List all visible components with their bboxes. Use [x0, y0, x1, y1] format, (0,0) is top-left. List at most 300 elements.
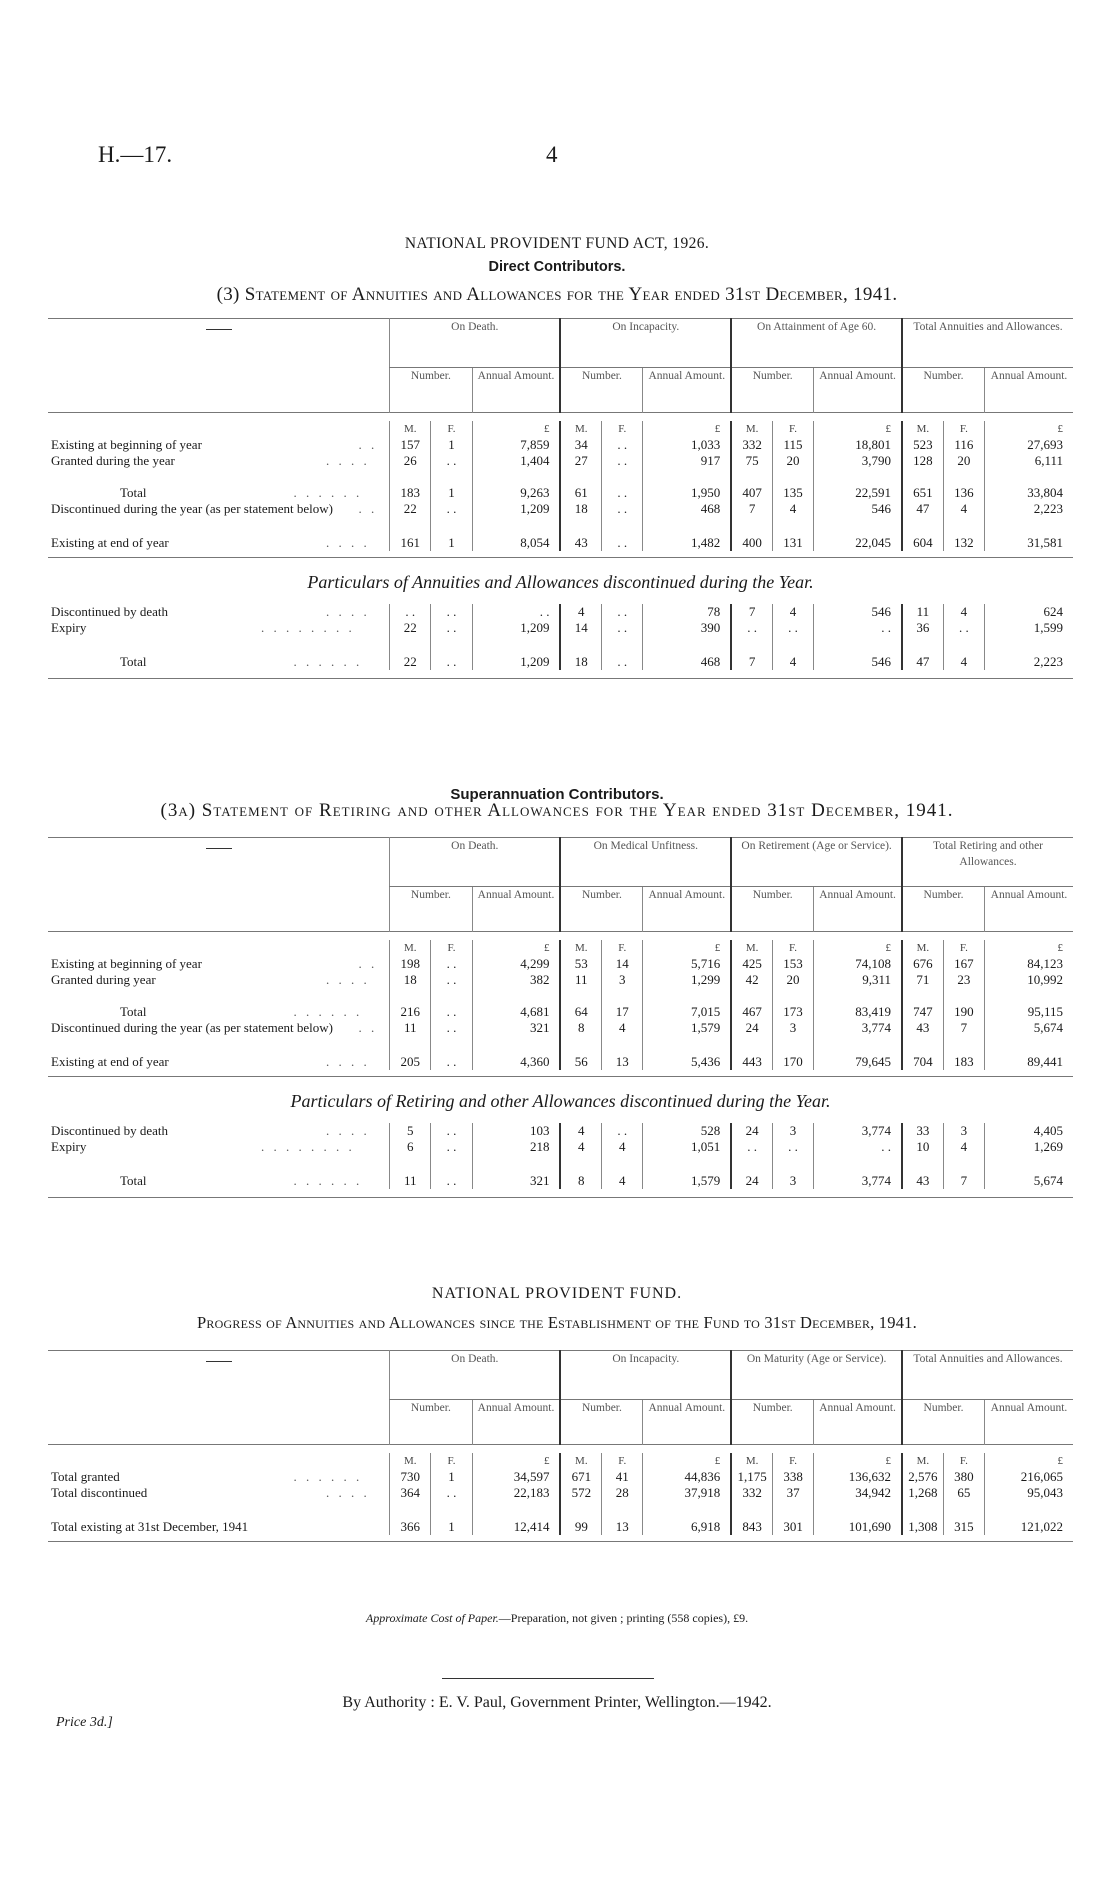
statement-3a-heading: (3a) Statement of Retiring and other Allowances for the Year ended 31st December, 1941. [160, 800, 954, 821]
unit-male: M. [731, 421, 772, 437]
authority-line: By Authority : E. V. Paul, Government Printer, Wellington.—1942. [342, 1694, 772, 1711]
cell-number-female: 3 [772, 1155, 813, 1189]
row-label [48, 1036, 390, 1070]
cell-number-female: . . [431, 636, 472, 670]
cell-number-male: 47 [902, 636, 943, 670]
particulars-row [48, 1123, 1073, 1139]
row-label-text: Discontinued by death [51, 1123, 168, 1138]
rule-row [48, 1189, 1073, 1198]
number-header: Number. [560, 1400, 642, 1445]
unit-female: F. [431, 940, 472, 956]
cell-number-male: 8 [560, 1155, 601, 1189]
cell-number-male: . . [390, 604, 431, 620]
cell-annual-amount: 468 [643, 636, 731, 670]
cell-number-female: . . [431, 1139, 472, 1155]
group-header-row [48, 319, 1073, 368]
cell-annual-amount: 546 [814, 636, 902, 670]
cell-number-male: 22 [390, 636, 431, 670]
cell-number-male: 18 [390, 972, 431, 988]
cell-annual-amount: 44,836 [643, 1469, 731, 1485]
cell-number-male: 26 [390, 453, 431, 469]
leader-dots: . . . . . . [293, 1173, 363, 1188]
unit-male: M. [390, 421, 431, 437]
unit-female: F. [943, 1453, 984, 1469]
data-row [48, 988, 1073, 1020]
cell-number-female: . . [602, 604, 643, 620]
leader-dots: . . . . . . . . [261, 1139, 355, 1154]
cell-annual-amount: 1,950 [643, 469, 731, 501]
cell-number-female: 136 [943, 469, 984, 501]
cell-annual-amount: 2,223 [984, 501, 1073, 517]
cell-annual-amount: 7,859 [472, 437, 560, 453]
unit-pound: £ [472, 940, 560, 956]
annual-amount-header: Annual Amount. [814, 368, 902, 413]
row-label [48, 988, 390, 1020]
cell-number-female: 4 [943, 501, 984, 517]
group-header: On Death. [390, 1351, 561, 1400]
cell-annual-amount: 22,591 [814, 469, 902, 501]
cell-number-male: 64 [560, 988, 601, 1020]
table-annuities-allowances [48, 318, 1073, 679]
row-label-text: Total [120, 1173, 147, 1188]
cell-annual-amount: 9,311 [814, 972, 902, 988]
cell-number-female: 20 [943, 453, 984, 469]
cell-number-male: . . [731, 620, 772, 636]
cell-number-female: 170 [772, 1036, 813, 1070]
cell-number-male: 7 [731, 501, 772, 517]
unit-female: F. [602, 1453, 643, 1469]
spacer [48, 932, 1073, 941]
row-label [48, 469, 390, 501]
unit-male: M. [902, 940, 943, 956]
cell-number-female: . . [431, 453, 472, 469]
unit-male: M. [390, 940, 431, 956]
row-label [48, 636, 390, 670]
cell-annual-amount: 74,108 [814, 956, 902, 972]
cell-number-female: 3 [602, 972, 643, 988]
divider [442, 1678, 654, 1679]
cell-number-female: 3 [772, 1123, 813, 1139]
cell-number-male: 36 [902, 620, 943, 636]
number-header: Number. [560, 368, 642, 413]
cell-number-male: 27 [560, 453, 601, 469]
progress-heading: Progress of Annuities and Allowances since the Establishment of the Fund to 31st December, 1941. [197, 1313, 917, 1332]
cell-number-male: 75 [731, 453, 772, 469]
annual-amount-header: Annual Amount. [984, 368, 1073, 413]
spacer-row [48, 413, 1073, 422]
cell-annual-amount: 5,674 [984, 1155, 1073, 1189]
cell-annual-amount: 84,123 [984, 956, 1073, 972]
particulars-title: Particulars of Annuities and Allowances discontinued during the Year. [307, 572, 814, 592]
cell-number-male: 11 [560, 972, 601, 988]
cell-annual-amount: . . [472, 604, 560, 620]
unit-female: F. [772, 1453, 813, 1469]
cell-number-male: 407 [731, 469, 772, 501]
rule-cell [48, 670, 1073, 679]
particulars-title: Particulars of Retiring and other Allowances discontinued during the Year. [290, 1091, 831, 1111]
cell-number-male: 205 [390, 1036, 431, 1070]
cell-number-female: . . [602, 1123, 643, 1139]
stub-header [48, 319, 390, 413]
spacer-row [48, 932, 1073, 941]
row-label [48, 517, 390, 551]
annual-amount-header: Annual Amount. [472, 1400, 560, 1445]
cost-note [0, 1611, 1114, 1626]
cell-number-female: 1 [431, 1501, 472, 1535]
cell-number-male: 8 [560, 1020, 601, 1036]
cell-number-male: 61 [560, 469, 601, 501]
cell-number-female: 4 [943, 604, 984, 620]
unit-male: M. [902, 421, 943, 437]
leader-dots: . . . . [326, 1123, 370, 1138]
cell-annual-amount: 1,209 [472, 636, 560, 670]
cell-number-female: 14 [602, 956, 643, 972]
leader-dots: . . . . [326, 604, 370, 619]
row-label [48, 501, 390, 517]
cell-number-female: . . [431, 620, 472, 636]
cell-number-male: 572 [560, 1485, 601, 1501]
stub-header [48, 1351, 390, 1445]
cell-annual-amount: 34,942 [814, 1485, 902, 1501]
cell-number-female: . . [602, 501, 643, 517]
cell-number-male: 443 [731, 1036, 772, 1070]
unit-pound: £ [814, 421, 902, 437]
cell-number-female: 315 [943, 1501, 984, 1535]
cell-number-male: 161 [390, 517, 431, 551]
cell-annual-amount: 468 [643, 501, 731, 517]
row-label [48, 1139, 390, 1155]
cell-number-female: 131 [772, 517, 813, 551]
spacer [48, 413, 1073, 422]
cell-annual-amount: 3,774 [814, 1020, 902, 1036]
cell-number-male: 22 [390, 501, 431, 517]
data-row [48, 469, 1073, 501]
leader-dots: . . . . . . . . [261, 620, 355, 635]
row-label-text: Existing at end of year [51, 1054, 169, 1069]
data-row [48, 1036, 1073, 1070]
cell-number-male: 34 [560, 437, 601, 453]
cell-annual-amount: 79,645 [814, 1036, 902, 1070]
row-label-text: Total [120, 485, 147, 500]
cell-number-female: 4 [602, 1139, 643, 1155]
cell-number-female: 3 [772, 1020, 813, 1036]
unit-female: F. [772, 421, 813, 437]
cell-number-female: 4 [602, 1155, 643, 1189]
cell-annual-amount: 121,022 [984, 1501, 1073, 1535]
cell-number-male: 11 [390, 1155, 431, 1189]
annual-amount-header: Annual Amount. [472, 887, 560, 932]
units-row [48, 940, 1073, 956]
cell-annual-amount: 83,419 [814, 988, 902, 1020]
annual-amount-header: Annual Amount. [643, 368, 731, 413]
cell-number-female: 183 [943, 1036, 984, 1070]
unit-female: F. [602, 940, 643, 956]
cell-annual-amount: 12,414 [472, 1501, 560, 1535]
cell-annual-amount: 321 [472, 1020, 560, 1036]
cell-annual-amount: 546 [814, 604, 902, 620]
number-header: Number. [902, 368, 984, 413]
data-row [48, 1469, 1073, 1485]
row-label-text: Granted during year [51, 972, 156, 987]
cell-number-female: 1 [431, 517, 472, 551]
cell-annual-amount: 1,579 [643, 1020, 731, 1036]
cell-number-male: 7 [731, 636, 772, 670]
row-label-text: Existing at beginning of year [51, 956, 202, 971]
unit-pound: £ [643, 421, 731, 437]
cell-annual-amount: 2,223 [984, 636, 1073, 670]
cell-number-female: . . [431, 604, 472, 620]
cell-number-female: 41 [602, 1469, 643, 1485]
cell-number-male: 651 [902, 469, 943, 501]
particulars-title-row [48, 558, 1073, 605]
row-label-text: Existing at end of year [51, 535, 169, 550]
row-label [48, 956, 390, 972]
unit-male: M. [731, 1453, 772, 1469]
cell-annual-amount: 1,209 [472, 501, 560, 517]
group-header: Total Annuities and Allowances. [902, 319, 1073, 368]
row-label [48, 1020, 390, 1036]
row-label-text: Expiry [51, 620, 87, 635]
cell-number-female: . . [602, 636, 643, 670]
unit-pound: £ [814, 940, 902, 956]
cell-annual-amount: 1,579 [643, 1155, 731, 1189]
cell-annual-amount: 5,436 [643, 1036, 731, 1070]
cell-number-female: . . [431, 988, 472, 1020]
cell-annual-amount: 218 [472, 1139, 560, 1155]
data-row [48, 956, 1073, 972]
row-label-text: Discontinued during the year (as per statement below) [51, 1020, 333, 1035]
data-row [48, 453, 1073, 469]
cell-annual-amount: 1,033 [643, 437, 731, 453]
data-row [48, 972, 1073, 988]
data-row [48, 1020, 1073, 1036]
cell-number-male: 332 [731, 437, 772, 453]
particulars-row [48, 620, 1073, 636]
cell-number-female: 28 [602, 1485, 643, 1501]
cell-number-female: 65 [943, 1485, 984, 1501]
cell-annual-amount: 624 [984, 604, 1073, 620]
cell-number-female: 17 [602, 988, 643, 1020]
data-row [48, 517, 1073, 551]
cell-annual-amount: 8,054 [472, 517, 560, 551]
cell-number-male: 22 [390, 620, 431, 636]
unit-female: F. [772, 940, 813, 956]
cell-annual-amount: 136,632 [814, 1469, 902, 1485]
row-label-text: Total [120, 1004, 147, 1019]
cell-number-female: . . [943, 620, 984, 636]
rule-cell [48, 1189, 1073, 1198]
page-code: H.—17. [98, 142, 173, 167]
cell-number-female: 37 [772, 1485, 813, 1501]
cell-annual-amount: 34,597 [472, 1469, 560, 1485]
fund-title: NATIONAL PROVIDENT FUND. [431, 1285, 683, 1302]
cell-number-female: 135 [772, 469, 813, 501]
cell-annual-amount: 33,804 [984, 469, 1073, 501]
leader-dots: . . [358, 956, 378, 971]
cell-annual-amount: . . [814, 620, 902, 636]
unit-female: F. [943, 421, 984, 437]
leader-dots: . . [358, 501, 378, 516]
cell-number-male: 676 [902, 956, 943, 972]
cell-number-male: 4 [560, 1139, 601, 1155]
unit-female: F. [431, 421, 472, 437]
number-header: Number. [731, 887, 813, 932]
cell-number-male: 523 [902, 437, 943, 453]
row-label-text: Total existing at 31st December, 1941 [51, 1519, 249, 1534]
cost-note-label: Approximate Cost of Paper. [365, 1611, 499, 1625]
cell-number-female: 116 [943, 437, 984, 453]
cell-annual-amount: 6,111 [984, 453, 1073, 469]
cell-number-male: 183 [390, 469, 431, 501]
data-row [48, 501, 1073, 517]
cell-annual-amount: 528 [643, 1123, 731, 1139]
act-title: NATIONAL PROVIDENT FUND ACT, 1926. [404, 235, 710, 252]
cell-number-male: 53 [560, 956, 601, 972]
row-label [48, 972, 390, 988]
row-label-text: Total [120, 654, 147, 669]
cell-number-male: 843 [731, 1501, 772, 1535]
cell-number-male: 99 [560, 1501, 601, 1535]
number-header: Number. [731, 1400, 813, 1445]
price: Price 3d.] [56, 1715, 113, 1730]
cell-number-male: 33 [902, 1123, 943, 1139]
table-retiring-allowances [48, 837, 1073, 1198]
group-header-row [48, 838, 1073, 887]
cell-annual-amount: 5,716 [643, 956, 731, 972]
stub-empty [48, 1453, 390, 1469]
unit-pound: £ [814, 1453, 902, 1469]
unit-pound: £ [472, 1453, 560, 1469]
cell-annual-amount: 216,065 [984, 1469, 1073, 1485]
annual-amount-header: Annual Amount. [472, 368, 560, 413]
unit-pound: £ [984, 1453, 1073, 1469]
cell-annual-amount: 4,360 [472, 1036, 560, 1070]
spacer [48, 1445, 1073, 1454]
cell-annual-amount: . . [814, 1139, 902, 1155]
cell-number-male: 7 [731, 604, 772, 620]
row-label-text: Granted during the year [51, 453, 175, 468]
cell-number-male: 425 [731, 956, 772, 972]
number-header: Number. [390, 368, 472, 413]
annual-amount-header: Annual Amount. [984, 887, 1073, 932]
cell-number-female: . . [602, 437, 643, 453]
cell-annual-amount: 4,681 [472, 988, 560, 1020]
cell-annual-amount: 1,482 [643, 517, 731, 551]
data-row [48, 1501, 1073, 1535]
cell-number-male: 71 [902, 972, 943, 988]
cell-number-male: 5 [390, 1123, 431, 1139]
cell-annual-amount: 3,790 [814, 453, 902, 469]
row-label-text: Discontinued by death [51, 604, 168, 619]
cell-annual-amount: 18,801 [814, 437, 902, 453]
cell-number-female: 7 [943, 1020, 984, 1036]
cell-number-male: 4 [560, 1123, 601, 1139]
cell-annual-amount: 1,599 [984, 620, 1073, 636]
cell-annual-amount: 10,992 [984, 972, 1073, 988]
stub-empty [48, 421, 390, 437]
group-header: On Incapacity. [560, 319, 731, 368]
unit-pound: £ [643, 1453, 731, 1469]
cell-number-female: 190 [943, 988, 984, 1020]
row-label [48, 1501, 390, 1535]
cell-annual-amount: 31,581 [984, 517, 1073, 551]
cell-number-female: 23 [943, 972, 984, 988]
group-header: Total Retiring and other Allowances. [902, 838, 1073, 887]
cell-number-female: 4 [602, 1020, 643, 1036]
cell-number-male: 467 [731, 988, 772, 1020]
cell-annual-amount: 1,404 [472, 453, 560, 469]
cell-annual-amount: 89,441 [984, 1036, 1073, 1070]
row-label [48, 1155, 390, 1189]
unit-male: M. [902, 1453, 943, 1469]
cell-annual-amount: 4,405 [984, 1123, 1073, 1139]
superannuation-subtitle: Superannuation Contributors. [450, 786, 664, 803]
spacer-row [48, 1445, 1073, 1454]
cell-number-male: 56 [560, 1036, 601, 1070]
cell-number-female: 20 [772, 972, 813, 988]
cell-annual-amount: 1,051 [643, 1139, 731, 1155]
group-header: Total Annuities and Allowances. [902, 1351, 1073, 1400]
cell-annual-amount: 1,209 [472, 620, 560, 636]
unit-female: F. [602, 421, 643, 437]
rule-row [48, 670, 1073, 679]
cell-number-female: . . [431, 972, 472, 988]
particulars-row [48, 1155, 1073, 1189]
cell-annual-amount: 7,015 [643, 988, 731, 1020]
cell-annual-amount: 917 [643, 453, 731, 469]
annual-amount-header: Annual Amount. [984, 1400, 1073, 1445]
number-header: Number. [390, 887, 472, 932]
leader-dots: . . . . [326, 972, 370, 987]
cell-number-male: 24 [731, 1123, 772, 1139]
cell-number-male: 128 [902, 453, 943, 469]
cell-number-female: . . [431, 1155, 472, 1189]
number-header: Number. [560, 887, 642, 932]
cell-number-female: 1 [431, 437, 472, 453]
cell-number-female: . . [602, 453, 643, 469]
cell-number-female: 173 [772, 988, 813, 1020]
leader-dots: . . . . . . [293, 1004, 363, 1019]
cell-number-female: 1 [431, 1469, 472, 1485]
cell-number-female: . . [431, 956, 472, 972]
number-header: Number. [731, 368, 813, 413]
cell-number-male: 704 [902, 1036, 943, 1070]
row-label-text: Expiry [51, 1139, 87, 1154]
cell-annual-amount: 9,263 [472, 469, 560, 501]
cell-number-female: . . [772, 1139, 813, 1155]
cell-number-female: 4 [943, 1139, 984, 1155]
particulars-row [48, 636, 1073, 670]
row-label [48, 1485, 390, 1501]
cell-number-male: 11 [902, 604, 943, 620]
leader-dots: . . . . . . [293, 1469, 363, 1484]
group-header: On Retirement (Age or Service). [731, 838, 902, 887]
cell-annual-amount: 4,299 [472, 956, 560, 972]
cell-number-male: 332 [731, 1485, 772, 1501]
cell-annual-amount: 27,693 [984, 437, 1073, 453]
cell-number-male: 2,576 [902, 1469, 943, 1485]
cell-number-male: . . [731, 1139, 772, 1155]
direct-contributors-subtitle: Direct Contributors. [488, 259, 626, 275]
cell-number-female: . . [431, 1485, 472, 1501]
cell-number-female: 13 [602, 1036, 643, 1070]
cell-number-male: 198 [390, 956, 431, 972]
cell-annual-amount: 95,115 [984, 988, 1073, 1020]
cell-number-female: 132 [943, 517, 984, 551]
cell-number-male: 216 [390, 988, 431, 1020]
cell-number-male: 18 [560, 636, 601, 670]
cell-number-male: 24 [731, 1155, 772, 1189]
